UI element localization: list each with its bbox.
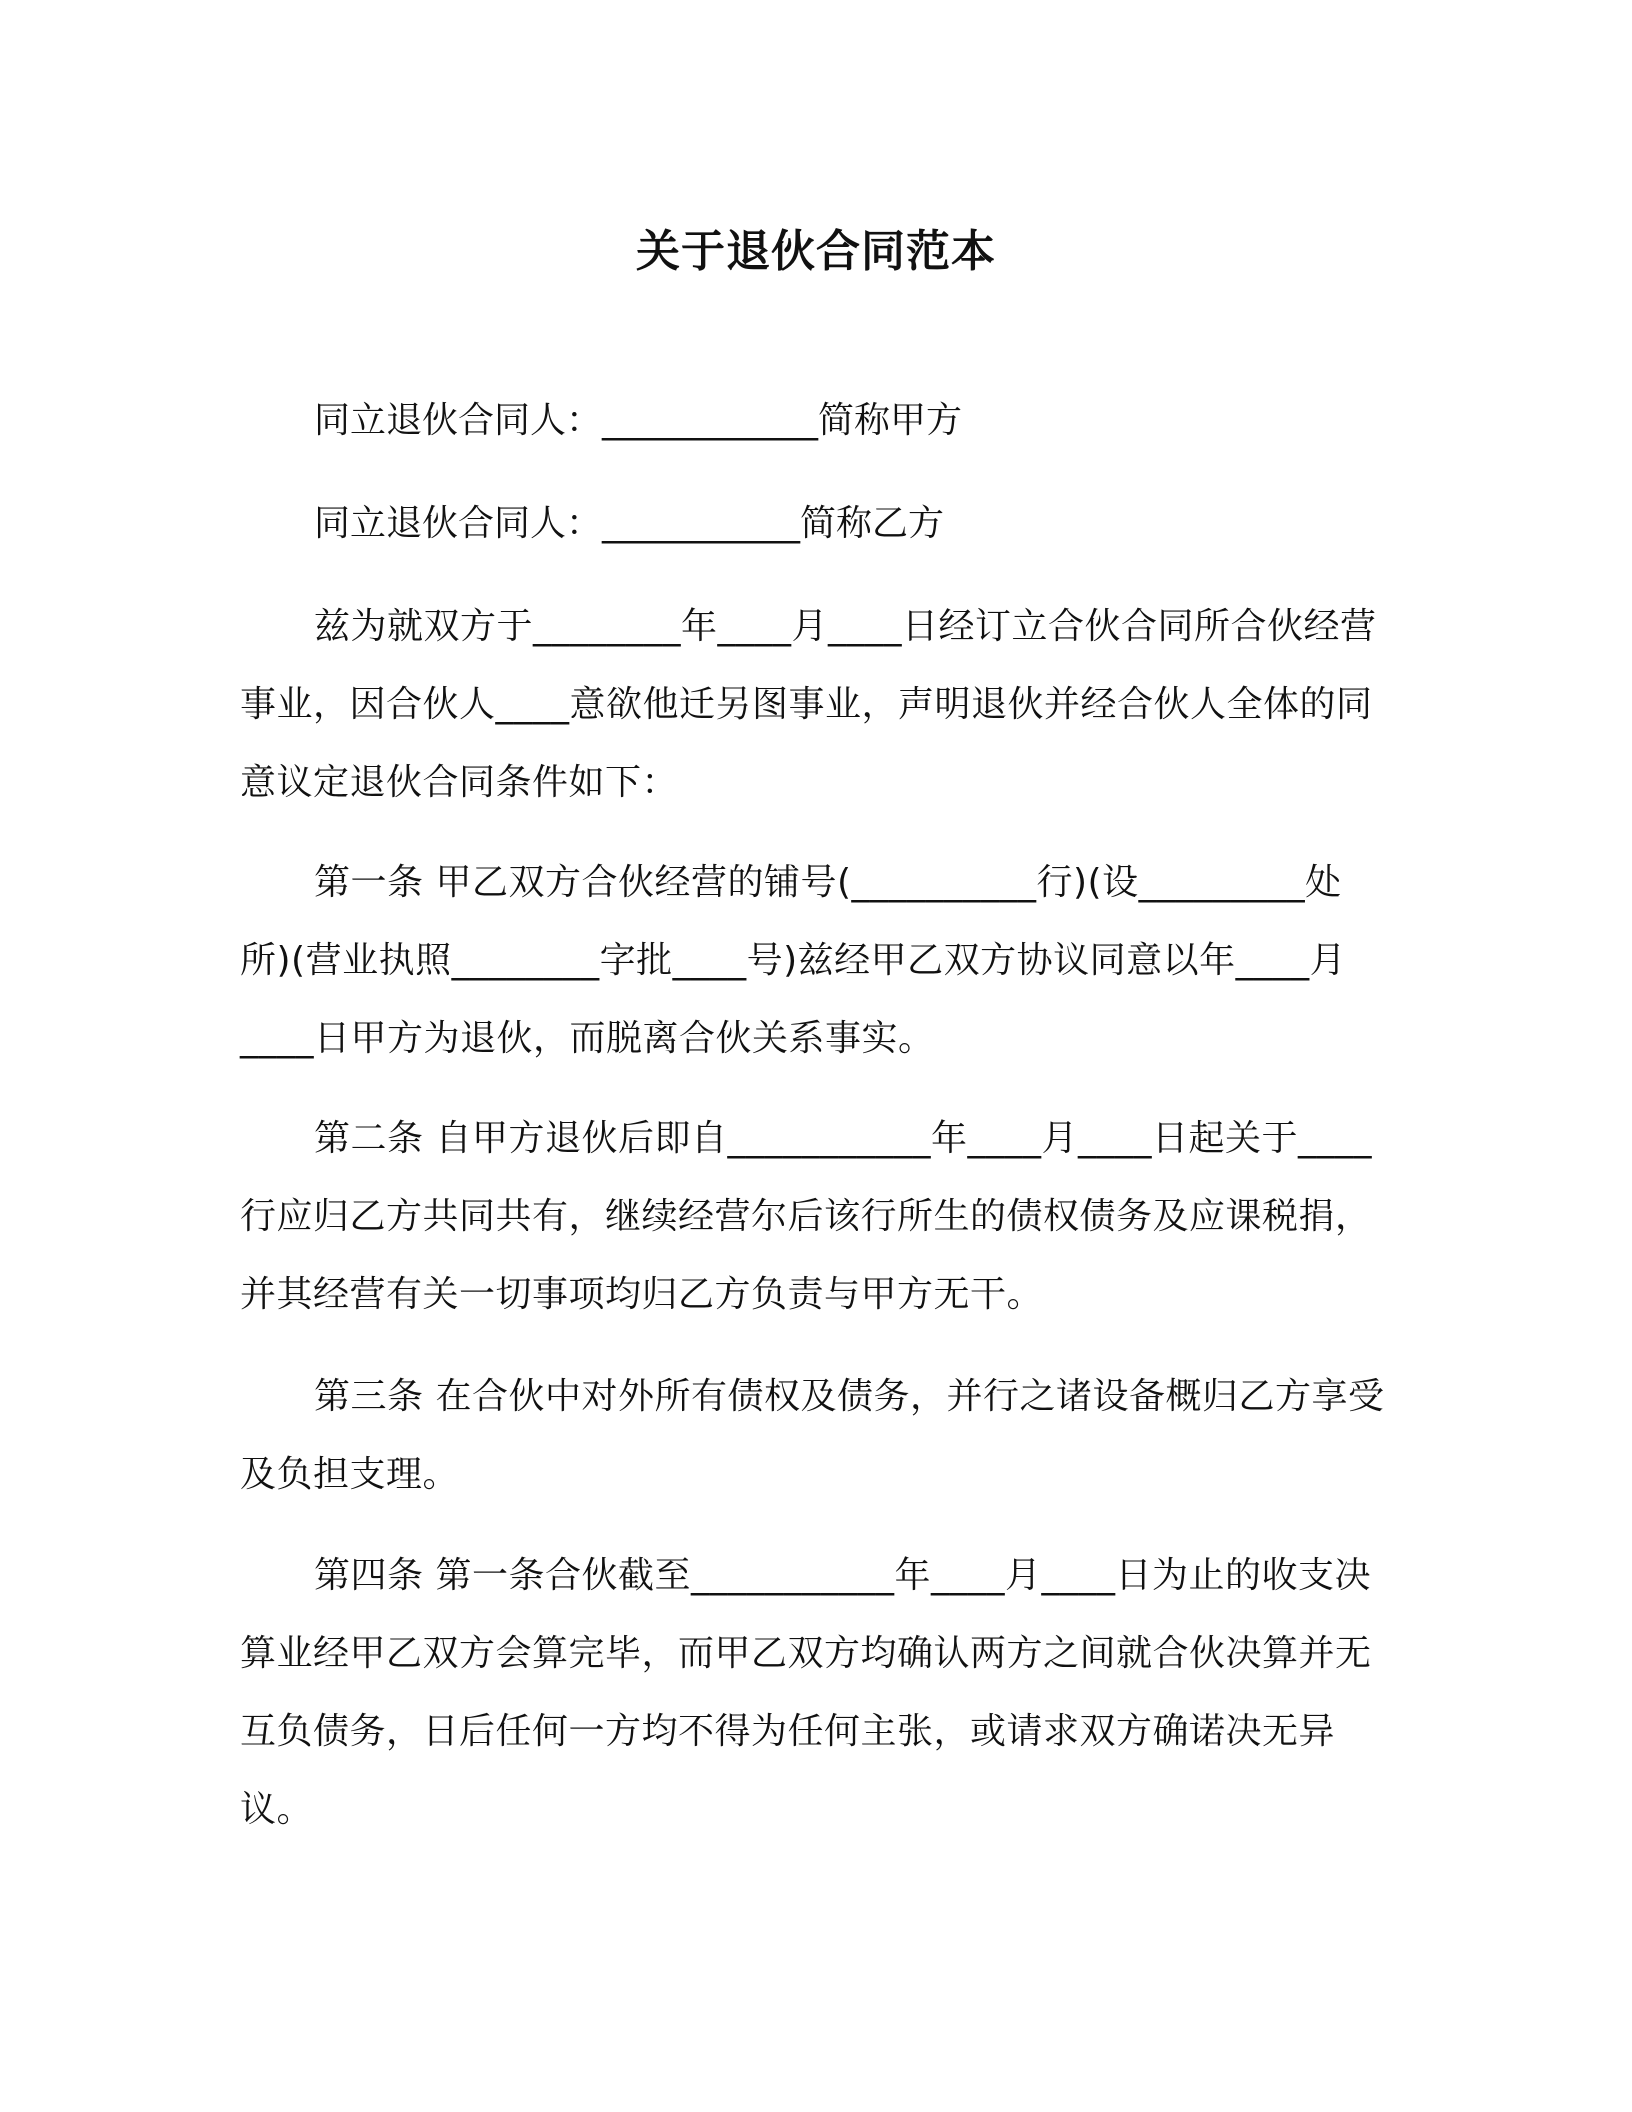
article-2-paragraph: 第二条 自甲方退伙后即自___________年____月____日起关于____行应归乙方共同共有，继续经营尔后该行所生的债权债务及应课税捐，并其经营有关一切事项均归乙方负责与甲方无干。 xyxy=(240,1118,1372,1315)
article-3-paragraph: 第三条 在合伙中对外所有债权及债务，并行之诸设备概归乙方享受及负担支理。 xyxy=(240,1376,1385,1495)
article-4-paragraph: 第四条 第一条合伙截至___________年____月____日为止的收支决算业经甲乙双方会算完毕，而甲乙双方均确认两方之间就合伙决算并无互负债务，日后任何一方均不得为任何主张，或请求双方确诺决无异议。 xyxy=(240,1555,1372,1830)
article-1-paragraph: 第一条 甲乙双方合伙经营的铺号(__________行)(设_________处所)(营业执照________字批____号)兹经甲乙双方协议同意以年____月____日甲方为退伙，而脱离合伙关系事实。 xyxy=(240,862,1347,1059)
party-a-line: 同立退伙合同人：____________简称甲方 xyxy=(314,400,963,441)
document-title: 关于退伙合同范本 xyxy=(636,226,996,277)
party-b-line: 同立退伙合同人：___________简称乙方 xyxy=(314,503,945,544)
preamble-paragraph: 兹为就双方于________年____月____日经订立合伙合同所合伙经营事业，因合伙人____意欲他迁另图事业，声明退伙并经合伙人全体的同意议定退伙合同条件如下： xyxy=(240,606,1377,803)
